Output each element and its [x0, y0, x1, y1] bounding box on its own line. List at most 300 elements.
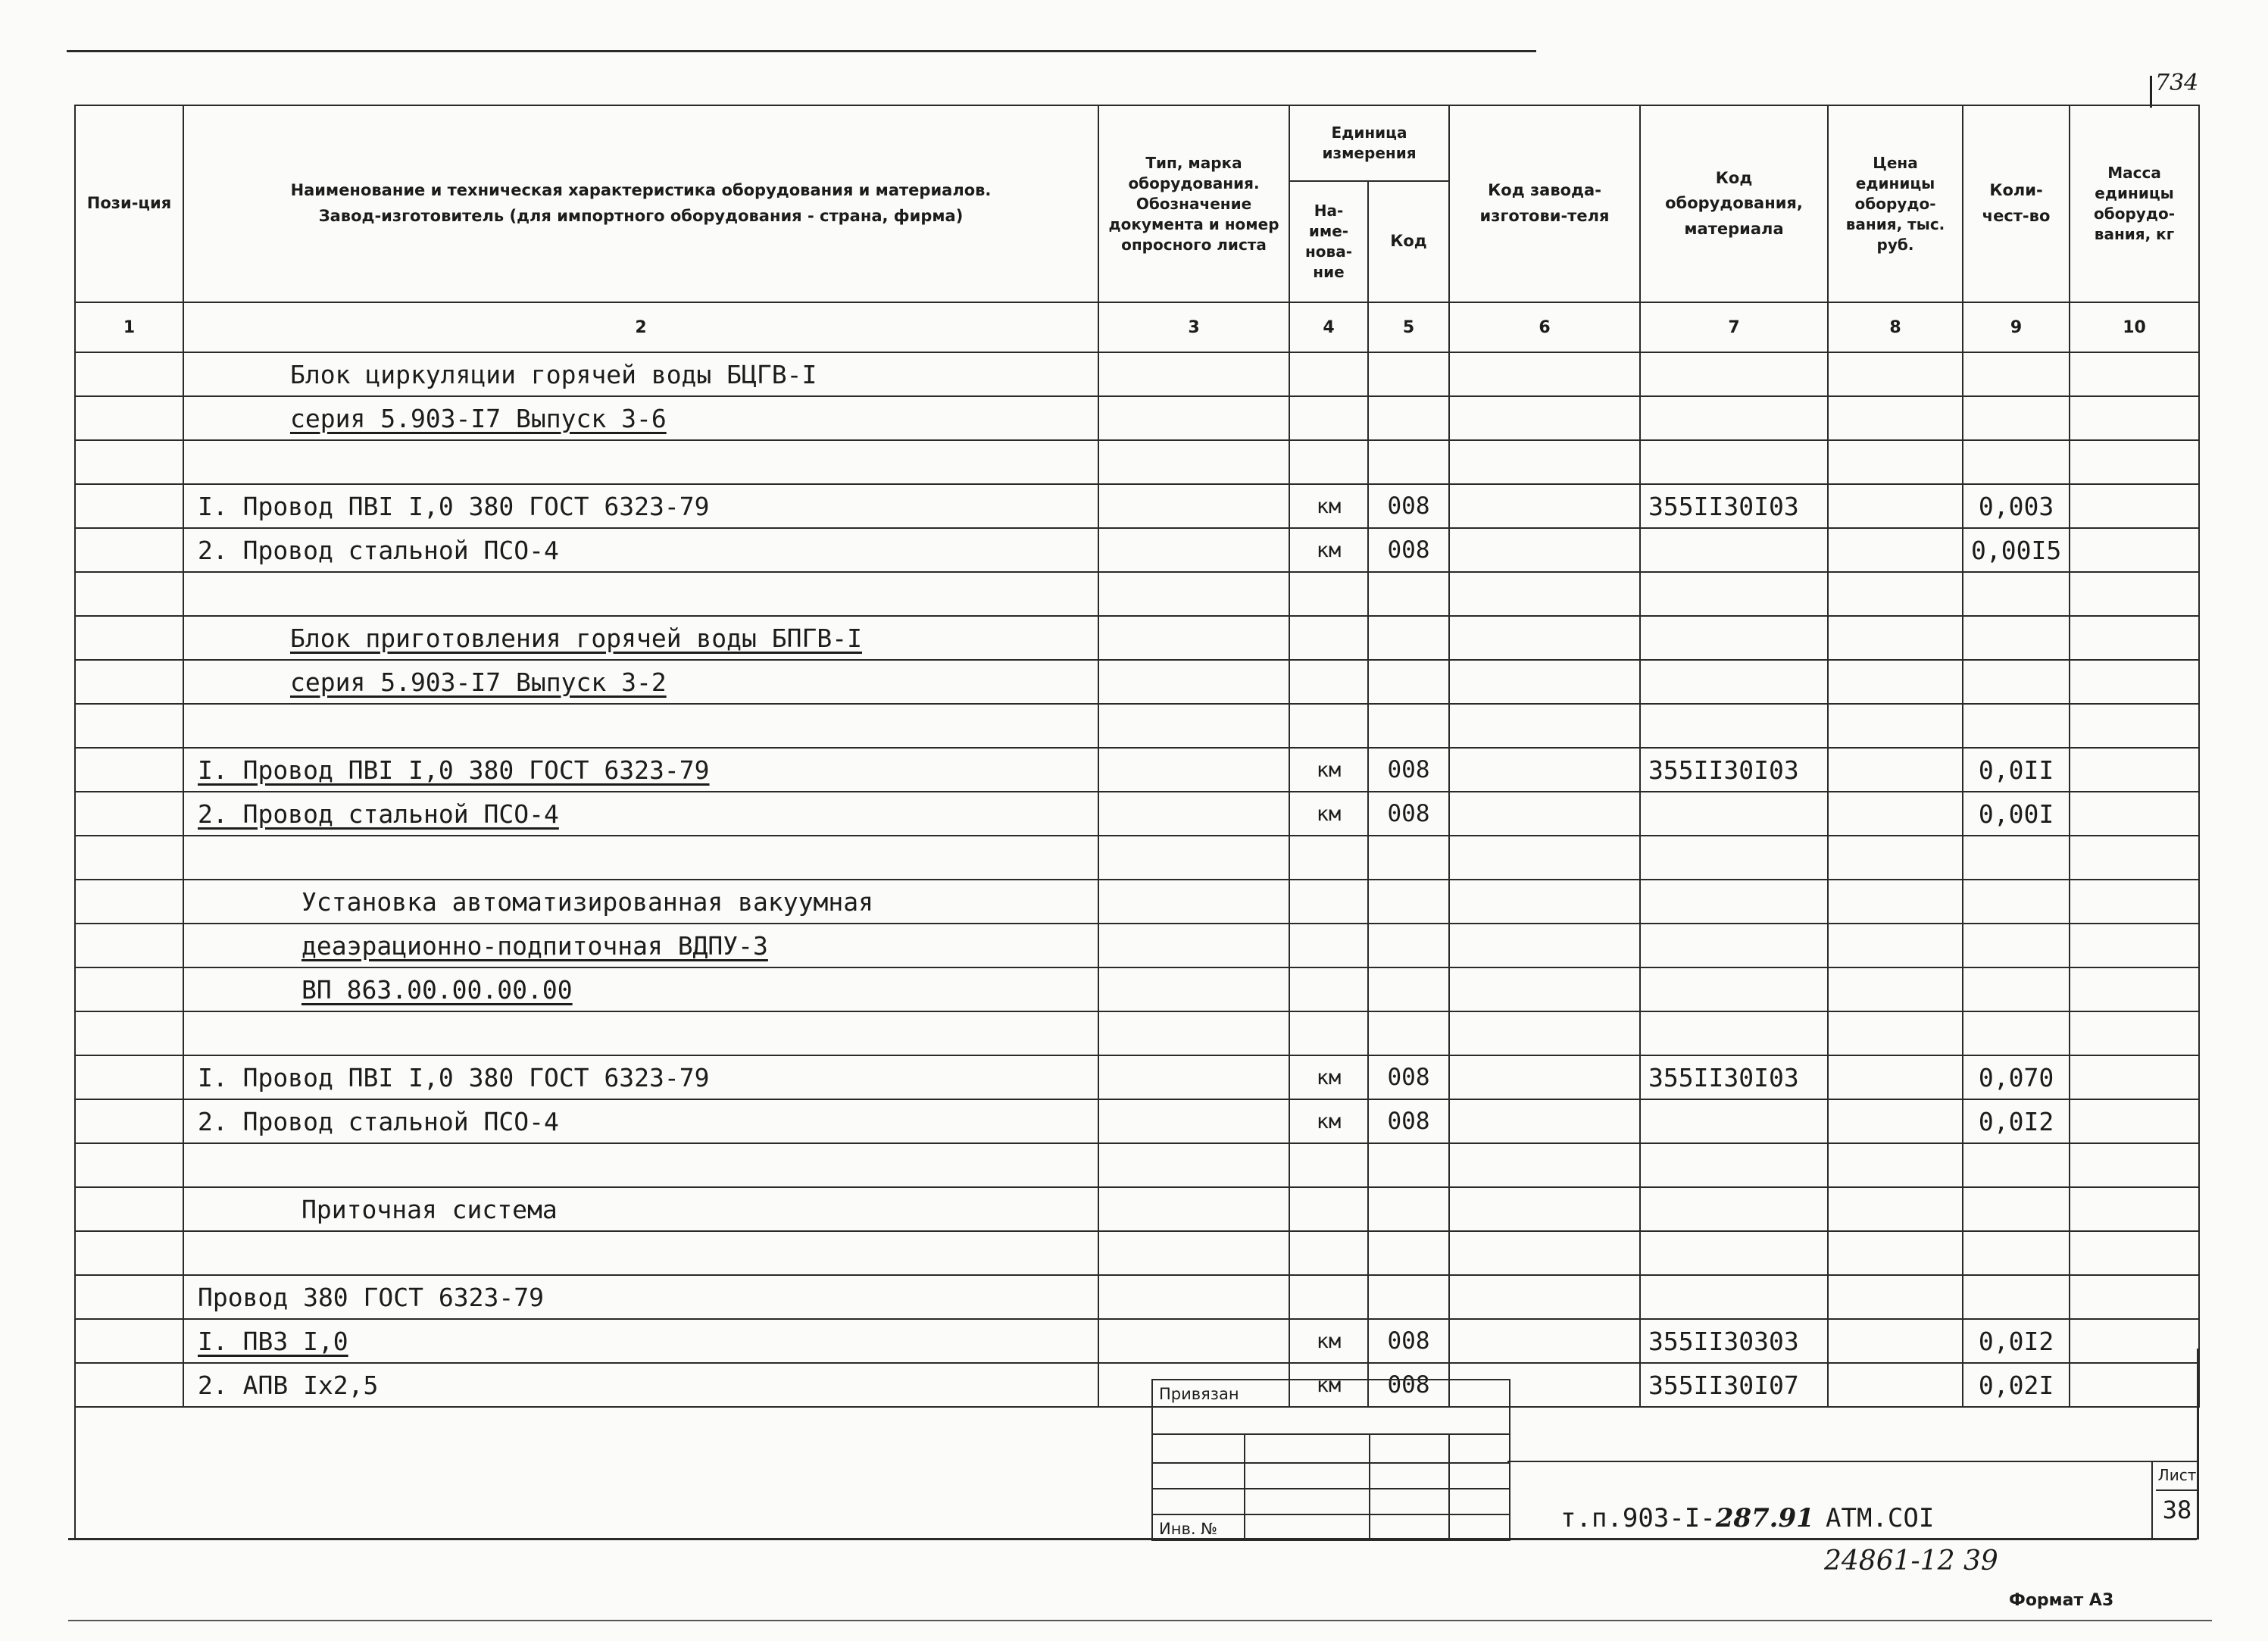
cell-type — [1098, 1275, 1289, 1319]
cell-position — [75, 1275, 183, 1319]
cell-name-text: 2. АПВ Iх2,5 — [198, 1370, 379, 1400]
cell-plant-code — [1449, 1319, 1640, 1363]
cell-type — [1098, 572, 1289, 616]
cell-price — [1828, 836, 1963, 880]
cell-equipment-code — [1640, 1319, 1828, 1363]
cell-unit-code — [1368, 572, 1449, 616]
cell-mass — [2070, 792, 2199, 836]
cell-equipment-code — [1640, 484, 1828, 528]
cell-position — [75, 1231, 183, 1275]
column-number: 10 — [2070, 302, 2199, 352]
header-name-line1: Наименование и техническая характеристика оборудования и материалов. — [290, 181, 992, 200]
cell-unit — [1289, 836, 1368, 880]
cell-name — [183, 1099, 1098, 1143]
corner-tick — [2150, 76, 2152, 108]
header-unit: Единица измерения — [1289, 105, 1449, 181]
cell-plant-code — [1449, 792, 1640, 836]
cell-position — [75, 1187, 183, 1231]
cell-mass — [2070, 484, 2199, 528]
column-number: 3 — [1098, 302, 1289, 352]
cell-name-text: серия 5.903-I7 Выпуск 3-6 — [290, 403, 667, 433]
cell-plant-code — [1449, 616, 1640, 660]
cell-quantity-text: 0,0I2 — [1978, 1106, 2054, 1136]
cell-quantity — [1963, 352, 2070, 396]
cell-mass — [2070, 1143, 2199, 1187]
cell-position — [75, 1011, 183, 1055]
cell-mass — [2070, 704, 2199, 748]
title-block-rule — [1507, 1461, 2197, 1462]
cell-equipment-code — [1640, 1187, 1828, 1231]
frame-bottom — [68, 1538, 2197, 1540]
cell-name-text: ВП 863.00.00.00.00 — [301, 974, 573, 1005]
cell-unit-code — [1368, 396, 1449, 440]
cell-position — [75, 924, 183, 967]
cell-unit-text: км — [1316, 758, 1342, 782]
cell-unit-code-text: 008 — [1387, 800, 1430, 827]
header-price: Цена единицы оборудо-вания, тыс. руб. — [1828, 105, 1963, 302]
cell-unit-code — [1368, 704, 1449, 748]
cell-quantity — [1963, 1319, 2070, 1363]
cell-mass — [2070, 528, 2199, 572]
header-name-line2: Завод-изготовитель (для импортного оборудования - страна, фирма) — [318, 207, 964, 225]
cell-unit — [1289, 396, 1368, 440]
cell-price — [1828, 572, 1963, 616]
cell-price — [1828, 1363, 1963, 1407]
cell-name-text: 2. Провод стальной ПСО-4 — [198, 799, 559, 829]
cell-plant-code — [1449, 1275, 1640, 1319]
cell-unit-code — [1368, 1275, 1449, 1319]
specification-table — [74, 105, 2200, 1408]
cell-equipment-code-text: 355II30I07 — [1648, 1370, 1799, 1400]
cell-type — [1098, 396, 1289, 440]
cell-price — [1828, 484, 1963, 528]
cell-plant-code — [1449, 967, 1640, 1011]
cell-price — [1828, 352, 1963, 396]
cell-unit — [1289, 1319, 1368, 1363]
table-body — [75, 352, 2199, 1407]
cell-equipment-code-text: 355II30I03 — [1648, 755, 1799, 785]
cell-mass — [2070, 616, 2199, 660]
top-rule — [67, 50, 1536, 52]
cell-name-text: I. Провод ПВI I,0 380 ГОСТ 6323-79 — [198, 755, 710, 785]
cell-position — [75, 792, 183, 836]
cell-plant-code — [1449, 1231, 1640, 1275]
cell-equipment-code — [1640, 616, 1828, 660]
cell-quantity — [1963, 880, 2070, 924]
cell-type — [1098, 484, 1289, 528]
cell-price — [1828, 1099, 1963, 1143]
cell-type — [1098, 1011, 1289, 1055]
cell-name — [183, 1319, 1098, 1363]
cell-price — [1828, 440, 1963, 484]
cell-quantity — [1963, 1055, 2070, 1099]
cell-plant-code — [1449, 704, 1640, 748]
cell-name — [183, 528, 1098, 572]
cell-unit-code — [1368, 440, 1449, 484]
cell-mass — [2070, 1231, 2199, 1275]
header-plant-code: Код завода-изготови-теля — [1449, 105, 1640, 302]
table-row — [75, 967, 2199, 1011]
cell-price — [1828, 660, 1963, 704]
header-quantity: Коли-чест-во — [1963, 105, 2070, 302]
cell-equipment-code — [1640, 352, 1828, 396]
cell-equipment-code — [1640, 1011, 1828, 1055]
table-row — [75, 440, 2199, 484]
cell-unit-code — [1368, 484, 1449, 528]
cell-name — [183, 1055, 1098, 1099]
cell-position — [75, 704, 183, 748]
cell-mass — [2070, 1099, 2199, 1143]
cell-equipment-code — [1640, 880, 1828, 924]
table-row — [75, 1231, 2199, 1275]
cell-plant-code — [1449, 880, 1640, 924]
cell-plant-code — [1449, 484, 1640, 528]
cell-price — [1828, 967, 1963, 1011]
cell-name-text: Блок циркуляции горячей воды БЦГВ-I — [290, 359, 817, 389]
table-row — [75, 1055, 2199, 1099]
stamp-line — [1153, 1433, 1509, 1435]
table-row — [75, 1187, 2199, 1231]
cell-position — [75, 1099, 183, 1143]
cell-equipment-code — [1640, 1231, 1828, 1275]
header-equipment-code: Код оборудования, материала — [1640, 105, 1828, 302]
cell-name-text: Установка автоматизированная вакуумная — [301, 886, 873, 917]
cell-name — [183, 616, 1098, 660]
cell-mass — [2070, 924, 2199, 967]
header-mass: Масса единицы оборудо-вания, кг — [2070, 105, 2199, 302]
cell-unit — [1289, 792, 1368, 836]
header-unit-name: На-име-нова-ние — [1289, 181, 1368, 302]
stamp-divider — [1448, 1433, 1450, 1539]
cell-name-text: 2. Провод стальной ПСО-4 — [198, 1106, 559, 1136]
cell-unit — [1289, 572, 1368, 616]
cell-position — [75, 967, 183, 1011]
cell-position — [75, 616, 183, 660]
cell-quantity — [1963, 704, 2070, 748]
table-row — [75, 1319, 2199, 1363]
cell-plant-code — [1449, 572, 1640, 616]
cell-quantity-text: 0,0II — [1978, 755, 2054, 785]
table-row — [75, 880, 2199, 924]
cell-quantity — [1963, 484, 2070, 528]
column-number: 1 — [75, 302, 183, 352]
cell-price — [1828, 1319, 1963, 1363]
cell-price — [1828, 748, 1963, 792]
cell-quantity — [1963, 572, 2070, 616]
cell-mass — [2070, 1011, 2199, 1055]
cell-unit — [1289, 924, 1368, 967]
cell-type — [1098, 704, 1289, 748]
cell-name — [183, 1187, 1098, 1231]
cell-quantity — [1963, 1275, 2070, 1319]
frame-left — [74, 1349, 76, 1539]
cell-quantity — [1963, 660, 2070, 704]
sheet-number: 38 — [2162, 1496, 2192, 1524]
cell-unit-code — [1368, 1187, 1449, 1231]
cell-mass — [2070, 967, 2199, 1011]
cell-unit — [1289, 660, 1368, 704]
cell-equipment-code — [1640, 748, 1828, 792]
cell-equipment-code — [1640, 792, 1828, 836]
table-row — [75, 704, 2199, 748]
cell-price — [1828, 1187, 1963, 1231]
cell-position — [75, 352, 183, 396]
cell-mass — [2070, 660, 2199, 704]
cell-type — [1098, 967, 1289, 1011]
cell-equipment-code — [1640, 1275, 1828, 1319]
cell-position — [75, 440, 183, 484]
cell-name — [183, 396, 1098, 440]
column-number: 8 — [1828, 302, 1963, 352]
cell-type — [1098, 836, 1289, 880]
cell-name — [183, 484, 1098, 528]
cell-unit-code — [1368, 880, 1449, 924]
cell-plant-code — [1449, 1187, 1640, 1231]
cell-unit-code — [1368, 1055, 1449, 1099]
cell-unit-text: км — [1316, 538, 1342, 562]
cell-price — [1828, 880, 1963, 924]
cell-quantity — [1963, 792, 2070, 836]
cell-equipment-code — [1640, 836, 1828, 880]
cell-price — [1828, 528, 1963, 572]
column-number: 7 — [1640, 302, 1828, 352]
cell-unit-code — [1368, 792, 1449, 836]
table-row — [75, 1143, 2199, 1187]
cell-name — [183, 440, 1098, 484]
cell-mass — [2070, 1319, 2199, 1363]
cell-price — [1828, 396, 1963, 440]
cell-equipment-code — [1640, 1363, 1828, 1407]
cell-mass — [2070, 352, 2199, 396]
cell-equipment-code — [1640, 660, 1828, 704]
stamp-line — [1153, 1462, 1509, 1464]
cell-equipment-code — [1640, 967, 1828, 1011]
cell-plant-code — [1449, 1143, 1640, 1187]
header-unit-code: Код — [1368, 181, 1449, 302]
cell-unit-code — [1368, 660, 1449, 704]
cell-equipment-code-text: 355II30I03 — [1648, 491, 1799, 521]
cell-mass — [2070, 1363, 2199, 1407]
cell-price — [1828, 1143, 1963, 1187]
cell-quantity — [1963, 967, 2070, 1011]
cell-unit-text: км — [1316, 1065, 1342, 1089]
cell-type — [1098, 528, 1289, 572]
cell-price — [1828, 1231, 1963, 1275]
cell-quantity-text: 0,070 — [1978, 1062, 2054, 1092]
cell-type — [1098, 1187, 1289, 1231]
cell-equipment-code — [1640, 924, 1828, 967]
corner-mark: 734 — [2155, 70, 2199, 96]
table-row — [75, 572, 2199, 616]
cell-quantity — [1963, 1143, 2070, 1187]
cell-unit-text: км — [1316, 802, 1342, 826]
cell-mass — [2070, 748, 2199, 792]
cell-unit — [1289, 704, 1368, 748]
cell-equipment-code-text: 355II30303 — [1648, 1326, 1799, 1356]
cell-name-text: Блок приготовления горячей воды БПГВ-I — [290, 623, 862, 653]
cell-equipment-code — [1640, 1055, 1828, 1099]
cell-name — [183, 1363, 1098, 1407]
cell-type — [1098, 1231, 1289, 1275]
header-type: Тип, марка оборудования. Обозначение документа и номер опросного листа — [1098, 105, 1289, 302]
cell-unit-text: км — [1316, 1329, 1342, 1353]
cell-name — [183, 1231, 1098, 1275]
cell-type — [1098, 616, 1289, 660]
document-code-handwritten: 287.91 — [1715, 1503, 1814, 1533]
cell-quantity — [1963, 836, 2070, 880]
column-number: 2 — [183, 302, 1098, 352]
cell-unit — [1289, 1275, 1368, 1319]
table-row — [75, 1275, 2199, 1319]
cell-equipment-code — [1640, 440, 1828, 484]
cell-plant-code — [1449, 352, 1640, 396]
cell-equipment-code — [1640, 572, 1828, 616]
cell-position — [75, 572, 183, 616]
cell-plant-code — [1449, 528, 1640, 572]
cell-quantity-text: 0,003 — [1978, 491, 2054, 521]
bottom-rule — [68, 1620, 2212, 1621]
cell-unit-code-text: 008 — [1387, 536, 1430, 564]
cell-quantity-text: 0,00I5 — [1971, 535, 2062, 565]
cell-unit-code-text: 008 — [1387, 756, 1430, 783]
table-row — [75, 924, 2199, 967]
cell-name — [183, 924, 1098, 967]
cell-equipment-code — [1640, 704, 1828, 748]
cell-unit-text: км — [1316, 1109, 1342, 1133]
table-row — [75, 1099, 2199, 1143]
cell-name — [183, 792, 1098, 836]
stamp-divider — [1369, 1433, 1370, 1539]
cell-quantity — [1963, 924, 2070, 967]
cell-price — [1828, 1275, 1963, 1319]
cell-unit — [1289, 967, 1368, 1011]
cell-unit-code-text: 008 — [1387, 492, 1430, 520]
cell-unit — [1289, 1187, 1368, 1231]
cell-mass — [2070, 572, 2199, 616]
cell-position — [75, 1055, 183, 1099]
cell-type — [1098, 440, 1289, 484]
column-number: 4 — [1289, 302, 1368, 352]
cell-quantity-text: 0,00I — [1978, 799, 2054, 829]
cell-position — [75, 880, 183, 924]
table-row — [75, 748, 2199, 792]
cell-type — [1098, 748, 1289, 792]
cell-name — [183, 660, 1098, 704]
cell-unit — [1289, 528, 1368, 572]
cell-mass — [2070, 440, 2199, 484]
cell-quantity — [1963, 440, 2070, 484]
cell-name-text: Приточная система — [301, 1194, 558, 1224]
cell-unit-code — [1368, 1099, 1449, 1143]
cell-unit-code — [1368, 836, 1449, 880]
cell-position — [75, 1319, 183, 1363]
header-name — [183, 105, 1098, 302]
cell-price — [1828, 704, 1963, 748]
cell-unit — [1289, 880, 1368, 924]
cell-name — [183, 572, 1098, 616]
table-row — [75, 792, 2199, 836]
table-row — [75, 616, 2199, 660]
cell-type — [1098, 660, 1289, 704]
cell-quantity — [1963, 396, 2070, 440]
cell-unit — [1289, 1143, 1368, 1187]
archive-number: 24861-12 39 — [1824, 1546, 1998, 1577]
cell-plant-code — [1449, 660, 1640, 704]
table-row — [75, 484, 2199, 528]
cell-unit — [1289, 484, 1368, 528]
cell-price — [1828, 924, 1963, 967]
cell-quantity — [1963, 1099, 2070, 1143]
cell-unit-code-text: 008 — [1387, 1371, 1430, 1399]
cell-unit-code — [1368, 352, 1449, 396]
cell-quantity-text: 0,02I — [1978, 1370, 2054, 1400]
cell-price — [1828, 792, 1963, 836]
cell-unit — [1289, 748, 1368, 792]
cell-equipment-code — [1640, 528, 1828, 572]
cell-position — [75, 1363, 183, 1407]
cell-name-text: деаэрационно-подпиточная ВДПУ-3 — [301, 930, 768, 961]
document-mark: АТМ.СОI — [1826, 1503, 1935, 1533]
header-position: Пози-ция — [75, 105, 183, 302]
cell-name — [183, 1011, 1098, 1055]
cell-type — [1098, 792, 1289, 836]
table-row — [75, 396, 2199, 440]
column-number: 9 — [1963, 302, 2070, 352]
table-row — [75, 1363, 2199, 1407]
cell-equipment-code — [1640, 1099, 1828, 1143]
cell-position — [75, 1143, 183, 1187]
cell-name — [183, 880, 1098, 924]
cell-name-text: серия 5.903-I7 Выпуск 3-2 — [290, 667, 667, 697]
table-row — [75, 1011, 2199, 1055]
cell-type — [1098, 1319, 1289, 1363]
format-label: Формат А3 — [2009, 1591, 2114, 1610]
cell-unit-code — [1368, 616, 1449, 660]
cell-price — [1828, 1055, 1963, 1099]
cell-unit — [1289, 1231, 1368, 1275]
cell-position — [75, 528, 183, 572]
cell-type — [1098, 1143, 1289, 1187]
cell-unit-code — [1368, 1143, 1449, 1187]
cell-quantity — [1963, 616, 2070, 660]
cell-name-text: I. Провод ПВI I,0 380 ГОСТ 6323-79 — [198, 1062, 710, 1092]
cell-quantity — [1963, 1187, 2070, 1231]
cell-mass — [2070, 836, 2199, 880]
cell-unit-code-text: 008 — [1387, 1327, 1430, 1355]
cell-quantity — [1963, 1231, 2070, 1275]
cell-position — [75, 836, 183, 880]
column-number: 6 — [1449, 302, 1640, 352]
cell-name — [183, 836, 1098, 880]
stamp-bottom-label: Инв. № — [1159, 1520, 1218, 1538]
cell-name-text: Провод 380 ГОСТ 6323-79 — [198, 1282, 544, 1312]
cell-price — [1828, 1011, 1963, 1055]
table-row — [75, 352, 2199, 396]
cell-type — [1098, 352, 1289, 396]
cell-unit — [1289, 352, 1368, 396]
stamp-line — [1153, 1514, 1509, 1515]
cell-equipment-code-text: 355II30I03 — [1648, 1062, 1799, 1092]
cell-unit-code — [1368, 1231, 1449, 1275]
cell-unit — [1289, 1099, 1368, 1143]
cell-unit — [1289, 1055, 1368, 1099]
cell-mass — [2070, 1055, 2199, 1099]
cell-plant-code — [1449, 836, 1640, 880]
cell-name — [183, 704, 1098, 748]
cell-equipment-code — [1640, 1143, 1828, 1187]
cell-plant-code — [1449, 1011, 1640, 1055]
cell-type — [1098, 924, 1289, 967]
